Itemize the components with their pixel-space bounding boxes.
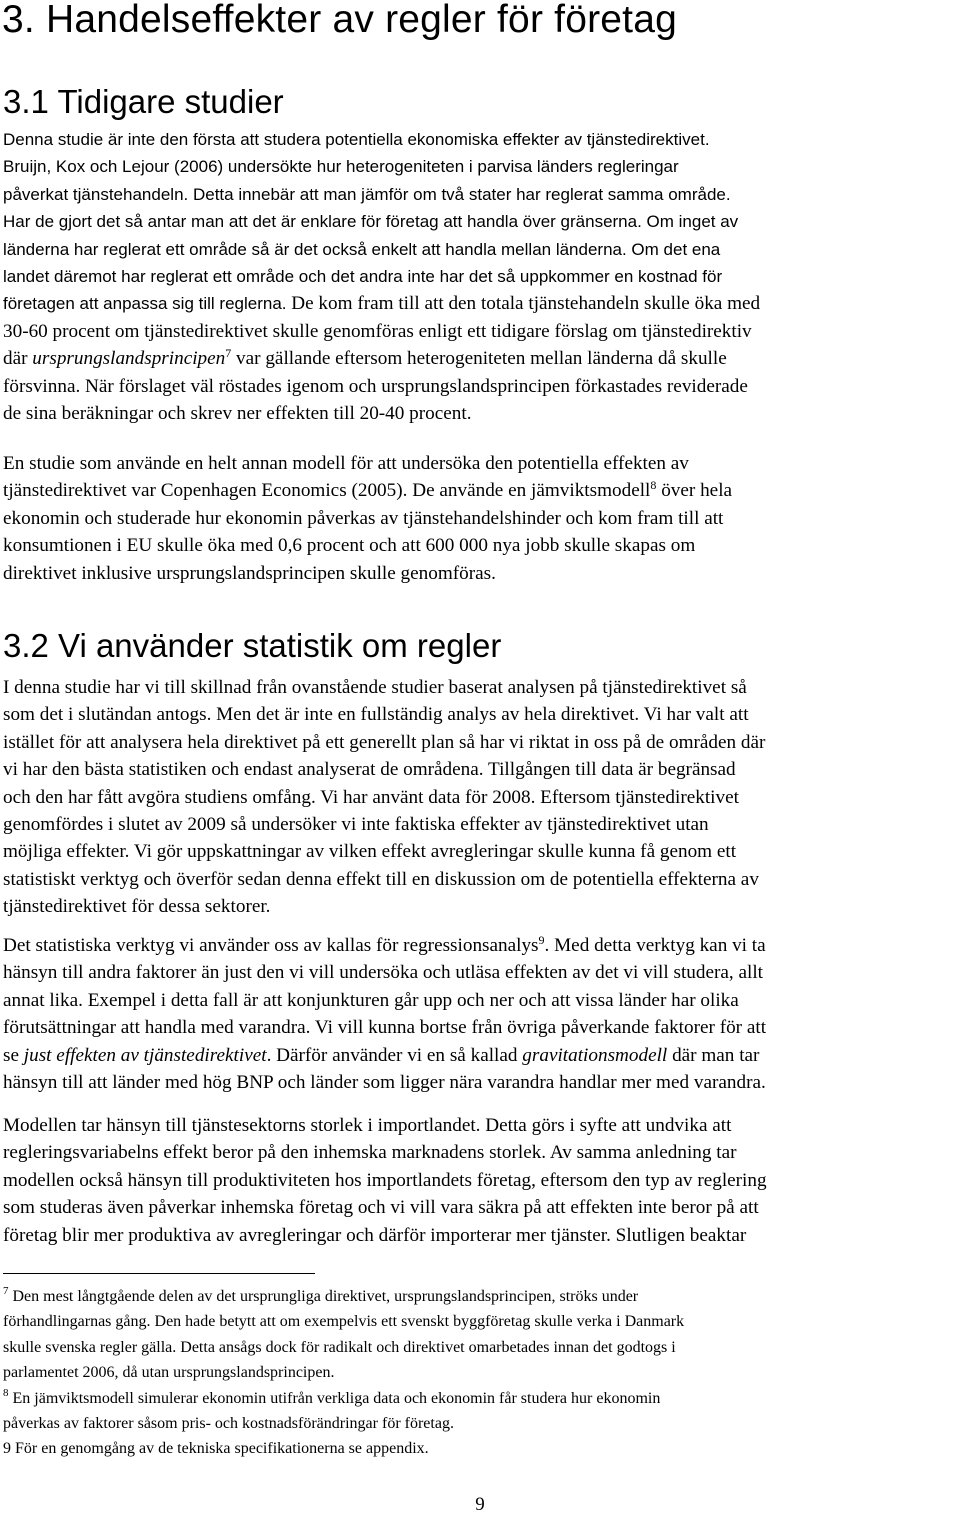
text-line: hänsyn till att länder med hög BNP och länder som ligger nära varandra handlar mer med varandra. <box>3 1072 766 1094</box>
paragraph-3-1-2 <box>3 450 960 587</box>
text-line: konsumtionen i EU skulle öka med 0,6 procent och att 600 000 nya jobb skulle skapas om <box>3 535 696 557</box>
text-line: Modellen tar hänsyn till tjänstesektorns storlek i importlandet. Detta görs i syfte att undvika att <box>3 1115 732 1136</box>
text-run: En jämviktsmodell simulerar ekonomin utifrån verkliga data och ekonomin får studera hur ekonomin <box>8 1389 661 1407</box>
text-line: 30-60 procent om tjänstedirektivet skulle genomföras enligt ett tidigare förslag om tjänstedirektiv <box>3 321 752 342</box>
footnote-mark: 8 <box>3 1386 9 1399</box>
text-line: som studeras även påverkar inhemska företag och vi vill vara säkra på att effekten inte beror på att <box>3 1197 759 1219</box>
text-line: modellen också hänsyn till produktiviteten hos importlandets företag, eftersom den typ av reglering <box>3 1169 767 1191</box>
text-run: Den mest långtgående delen av det ursprungliga direktivet, ursprungslandsprincipen, ströks under <box>8 1288 639 1305</box>
section-heading-3-2: 3.2 Vi använder statistik om regler <box>3 627 502 664</box>
paragraph-3-2-2 <box>3 932 960 1096</box>
text-run: över hela <box>656 480 733 502</box>
text-run: tjänstedirektivet var Copenhagen Economics (2005). De använde en jämviktsmodell <box>3 480 651 502</box>
page-number: 9 <box>475 1494 485 1515</box>
text-line <box>3 290 960 317</box>
text-line: Denna studie är inte den första att studera potentiella ekonomiska effekter av tjänstedirektivet. <box>3 130 710 149</box>
footnote-7 <box>3 1284 960 1309</box>
italic-phrase: just effekten av tjänstedirektivet <box>23 1044 267 1066</box>
text-line: regleringsvariabelns effekt beror på den inhemska marknadens storlek. Av samma anledning tar <box>3 1142 737 1164</box>
footnotes <box>3 1284 960 1462</box>
section-heading-3-1: 3.1 Tidigare studier <box>3 83 284 120</box>
text-run: Det statistiska verktyg vi använder oss av kallas för regressionsanalys <box>3 935 539 956</box>
text-line: Bruijn, Kox och Lejour (2006) undersökte hur heterogeniteten i parvisa länders regleringar <box>3 157 679 177</box>
text-line: länderna har reglerat ett område så är det också enkelt att handla mellan länderna. Om det ena <box>3 239 721 259</box>
text-run: där man tar <box>667 1044 760 1066</box>
footnote-ref-8[interactable]: 8 <box>650 478 657 493</box>
text-line: förhandlingarnas gång. Den hade betytt att om exempelvis ett svenskt byggföretag skulle verka i Danmark <box>3 1313 685 1331</box>
text-line: statistiskt verktyg och överför sedan denna effekt till en diskussion om de potentiella effekterna av <box>3 868 759 890</box>
text-line <box>3 932 960 959</box>
footnote-ref-7[interactable]: 7 <box>225 346 232 361</box>
text-run: . Därför använder vi en så kallad <box>266 1044 523 1066</box>
text-line: försvinna. När förslaget väl röstades igenom och ursprungslandsprincipen förkastades reviderade <box>3 375 748 397</box>
text-run: . Med detta verktyg kan vi ta <box>544 935 766 956</box>
text-line <box>3 345 960 372</box>
footnote-8 <box>3 1386 960 1411</box>
paragraph-3-1-1-cont <box>3 318 960 428</box>
text-line: och den har fått avgöra studiens omfång. Vi har använt data för 2008. Eftersom tjänstedirektivet <box>3 786 739 808</box>
text-line <box>3 1042 960 1069</box>
text-line: direktivet inklusive ursprungslandsprincipen skulle genomföras. <box>3 562 496 584</box>
footnote-9: 9 För en genomgång av de tekniska specifikationerna se appendix. <box>3 1440 429 1458</box>
text-line: En studie som använde en helt annan modell för att undersöka den potentiella effekten av <box>3 453 689 474</box>
text-run: företagen att anpassa sig till reglerna. <box>3 294 287 314</box>
paragraph-3-2-1 <box>3 674 960 921</box>
italic-term: gravitationsmodell <box>522 1044 668 1066</box>
text-line: möjliga effekter. Vi gör uppskattningar av vilken effekt avregleringar skulle kunna få genom ett <box>3 841 737 863</box>
italic-term: ursprungslandsprincipen <box>32 348 226 370</box>
text-line: I denna studie har vi till skillnad från ovanstående studier baserat analysen på tjänstedirektivet så <box>3 677 747 698</box>
text-line: Har de gjort det så antar man att det är enklare för företag att handla över gränserna. Om inget av <box>3 212 739 232</box>
text-line: ekonomin och studerade hur ekonomin påverkas av tjänstehandelshinder och kom fram till att <box>3 507 724 529</box>
paragraph-3-1-1 <box>3 126 960 318</box>
text-line: istället för att analysera hela direktivet på ett generellt plan så har vi riktat in oss på de områden där <box>3 731 766 753</box>
text-run: var gällande eftersom heterogeniteten mellan länderna då skulle <box>231 348 727 370</box>
text-line: tjänstedirektivet för dessa sektorer. <box>3 896 271 918</box>
text-line: hänsyn till andra faktorer än just den vi vill undersöka och utläsa effekten av det vi vill studera, allt <box>3 962 763 984</box>
text-line <box>3 477 960 504</box>
text-line: förutsättningar att handla med varandra. Vi vill kunna bortse från övriga påverkande faktorer för att <box>3 1017 767 1039</box>
text-line: parlamentet 2006, då utan ursprungslandsprincipen. <box>3 1364 335 1382</box>
footnote-mark: 7 <box>3 1285 9 1297</box>
text-line: vi har den bästa statistiken och endast analyserat de områdena. Tillgången till data är begränsad <box>3 759 736 781</box>
text-line: påverkat tjänstehandeln. Detta innebär att man jämför om två stater har reglerat samma område. <box>3 184 731 204</box>
footnote-separator <box>3 1273 315 1274</box>
text-line: som det i slutändan antogs. Men det är inte en fullständig analys av hela direktivet. Vi har valt att <box>3 704 749 726</box>
text-line: landet däremot har reglerat ett område och det andra inte har det så uppkommer en kostnad för <box>3 267 723 287</box>
text-line: de sina beräkningar och skrev ner effekten till 20-40 procent. <box>3 403 472 425</box>
text-line: påverkas av faktorer såsom pris- och kostnadsförändringar för företag. <box>3 1415 454 1433</box>
text-run: där <box>3 348 33 370</box>
text-line: genomfördes i slutet av 2009 så undersöker vi inte faktiska effekter av tjänstedirektivet utan <box>3 814 709 836</box>
footnote-ref-9[interactable]: 9 <box>538 933 545 947</box>
paragraph-3-2-3 <box>3 1112 960 1249</box>
text-line: annat lika. Exempel i detta fall är att konjunkturen går upp och ner och att vissa länder har olika <box>3 989 739 1011</box>
text-run: se <box>3 1044 24 1066</box>
text-run: De kom fram till att den totala tjänstehandeln skulle öka med <box>291 293 761 315</box>
chapter-heading: 3. Handelseffekter av regler för företag <box>2 0 677 41</box>
text-line: företag blir mer produktiva av avregleringar och därför importerar mer tjänster. Slutligen beaktar <box>3 1224 747 1246</box>
text-line: skulle svenska regler gälla. Detta ansågs dock för radikalt och direktivet omarbetades innan det godtogs i <box>3 1338 676 1356</box>
